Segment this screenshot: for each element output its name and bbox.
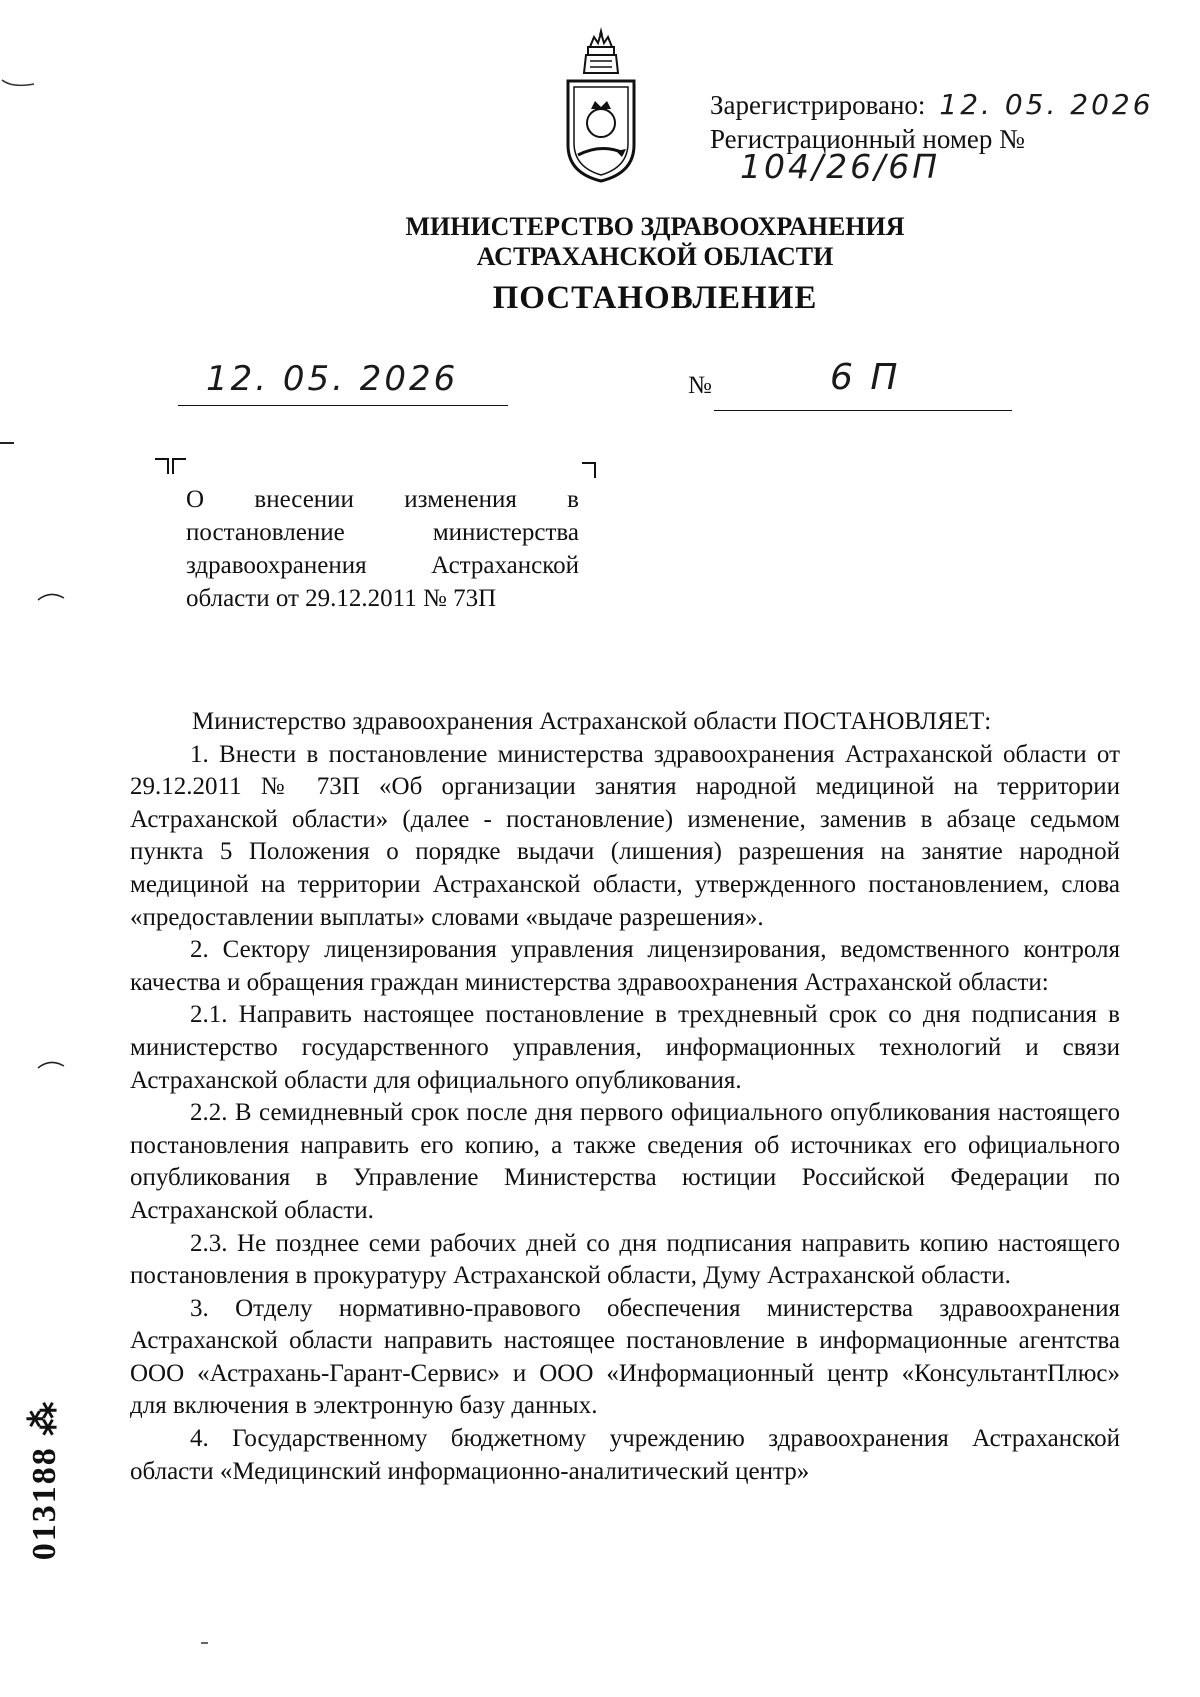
document-number-label: № xyxy=(688,372,712,399)
document-number-field xyxy=(714,357,1012,411)
registration-block xyxy=(710,88,1154,186)
subject-corner-mark xyxy=(155,458,169,474)
ministry-name xyxy=(250,212,1060,272)
ministry-line-1: МИНИСТЕРСТВО ЗДРАВООХРАНЕНИЯ xyxy=(405,212,905,241)
serial-number-stamp xyxy=(14,1390,74,1570)
scan-artifact-icon xyxy=(0,440,16,446)
body-paragraph-2-1: 2.1. Направить настоящее постановление в трехдневный срок со дня подписания в министерство государственного управления, информационных технологий и связи Астраханской области для официального опубликования. xyxy=(130,1001,1120,1094)
body-paragraph-1: 1. Внести в постановление министерства здравоохранения Астраханской области от 29.12.2011 № 73П «Об организации занятия народной медициной на территории Астраханской области» (далее - постановление) изменение, заменив в абзаце седьмом пункта 5 Положения о порядке выдачи (лишения) разрешения на занятие народной медициной на территории Астраханской области, утвержденного постановлением, слова «предоставлении выплаты» словами «выдаче разрешения». xyxy=(130,740,1120,931)
registered-date-handwritten: 12. 05. 2026 xyxy=(939,88,1154,121)
body-paragraph-2: 2. Сектору лицензирования управления лицензирования, ведомственного контроля качества и обращения граждан министерства здравоохранения Астраханской области: xyxy=(130,936,1120,996)
registered-label: Зарегистрировано: xyxy=(710,90,926,120)
scan-artifact-icon xyxy=(36,588,66,602)
serial-number-text: 013188 ⁂ xyxy=(26,1399,63,1561)
subject-corner-mark xyxy=(582,462,596,478)
body-paragraph-2-2: 2.2. В семидневный срок после дня первого официального опубликования настоящего постановления направить его копию, а также сведения об источниках его официального опубликования в Управление Министерства юстиции Российской Федерации по Астраханской области. xyxy=(130,1099,1120,1224)
scan-artifact-icon xyxy=(0,70,40,100)
scan-artifact-icon xyxy=(36,1056,66,1070)
body-paragraph-2-3: 2.3. Не позднее семи рабочих дней со дня подписания направить копию настоящего постановления в прокуратуру Астраханской области, Думу Астраханской области. xyxy=(130,1229,1120,1290)
registration-number-label: Регистрационный номер № xyxy=(710,124,1025,154)
document-body xyxy=(130,706,1120,1488)
subject-corner-mark xyxy=(172,458,186,474)
scan-artifact-icon xyxy=(200,1640,210,1646)
body-preamble: Министерство здравоохранения Астраханской области ПОСТАНОВЛЯЕТ: xyxy=(192,708,992,735)
body-paragraph-4: 4. Государственному бюджетному учреждению здравоохранения Астраханской области «Медицинский информационно-аналитический центр» xyxy=(130,1425,1120,1485)
document-date-handwritten: 12. 05. 2026 xyxy=(206,359,459,399)
coat-of-arms-icon xyxy=(560,25,642,185)
document-date-field xyxy=(178,355,508,406)
body-paragraph-3: 3. Отделу нормативно-правового обеспечения министерства здравоохранения Астраханской области направить настоящее постановление в информационные агентства ООО «Астрахань-Гарант-Сервис» и ООО «Информационный центр «КонсультантПлюс» для включения в электронную базу данных. xyxy=(130,1294,1120,1420)
document-subject: О внесении изменения в постановление министерства здравоохранения Астраханской области от 29.12.2011 № 73П xyxy=(186,486,579,612)
ministry-line-2: АСТРАХАНСКОЙ ОБЛАСТИ xyxy=(476,242,834,271)
registered-row xyxy=(710,88,1154,122)
registration-number-handwritten: 104/26/6П xyxy=(740,147,941,186)
document-number-handwritten: 6 П xyxy=(830,357,901,398)
document-type-title: ПОСТАНОВЛЕНИЕ xyxy=(492,280,818,316)
